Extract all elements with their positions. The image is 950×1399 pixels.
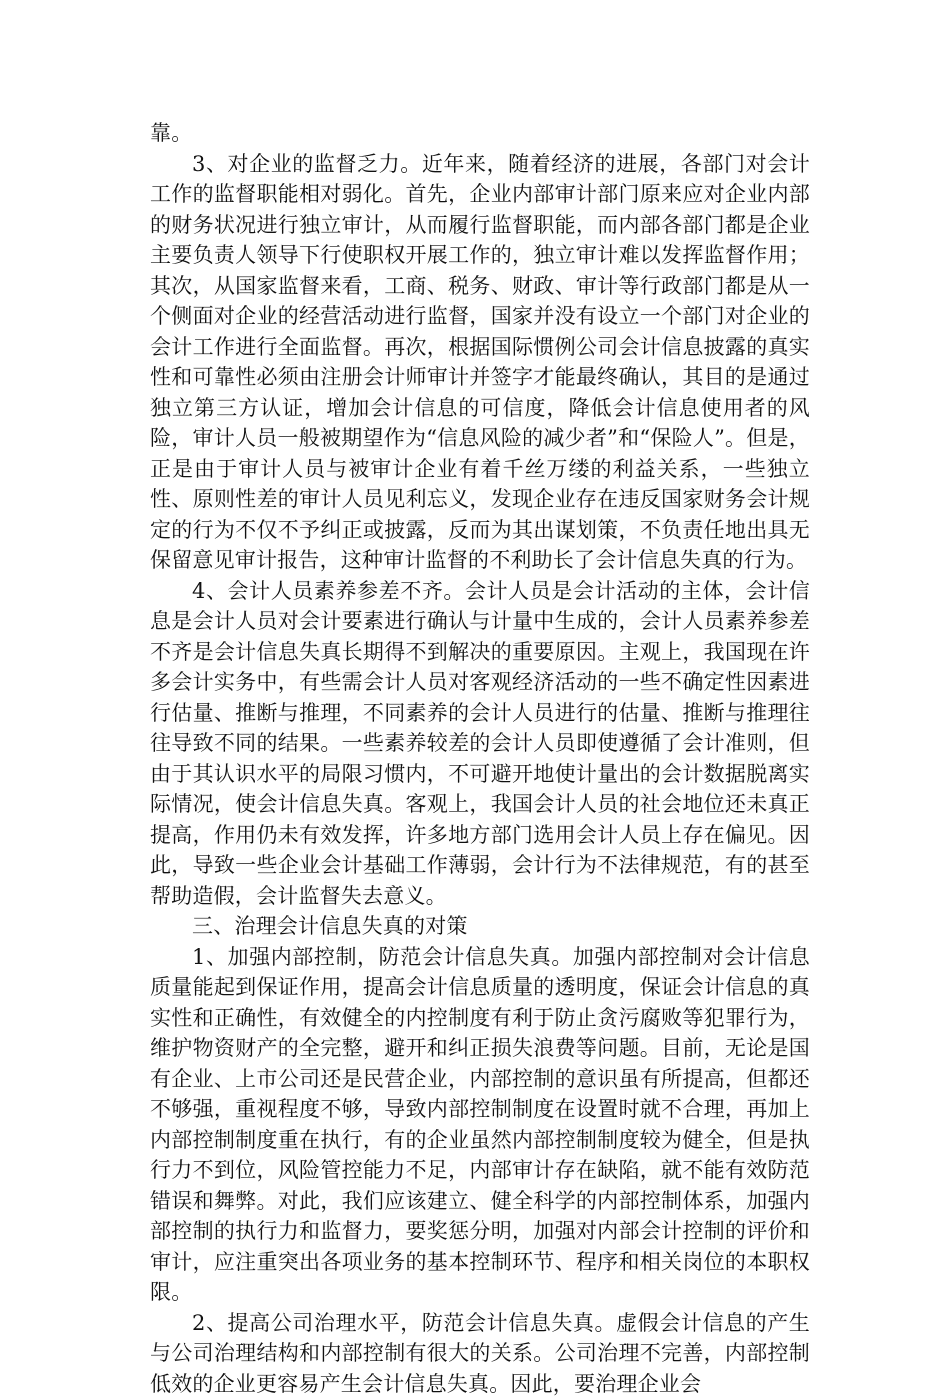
section-heading-countermeasures: 三、治理会计信息失真的对策 (150, 911, 810, 942)
document-body (150, 118, 810, 1399)
paragraph-supervision-weak: 3、对企业的监督乏力。近年来，随着经济的进展，各部门对会计工作的监督职能相对弱化。首先，企业内部审计部门原来应对企业内部的财务状况进行独立审计，从而履行监督职能，而内部各部门都是企业主要负责人领导下行使职权开展工作的，独立审计难以发挥监督作用；其次，从国家监督来看，工商、税务、财政、审计等行政部门都是从一个侧面对企业的经营活动进行监督，国家并没有设立一个部门对企业的会计工作进行全面监督。再次，根据国际惯例公司会计信息披露的真实性和可靠性必须由注册会计师审计并签字才能最终确认，其目的是通过独立第三方认证，增加会计信息的可信度，降低会计信息使用者的风险，审计人员一般被期望作为“信息风险的减少者”和“保险人”。但是，正是由于审计人员与被审计企业有着千丝万缕的利益关系，一些独立性、原则性差的审计人员见利忘义，发现企业存在违反国家财务会计规定的行为不仅不予纠正或披露，反而为其出谋划策，不负责任地出具无保留意见审计报告，这种审计监督的不利助长了会计信息失真的行为。 (150, 149, 810, 576)
paragraph-internal-control: 1、加强内部控制，防范会计信息失真。加强内部控制对会计信息质量能起到保证作用，提高会计信息质量的透明度，保证会计信息的真实性和正确性，有效健全的内控制度有利于防止贪污腐败等犯罪行为，维护物资财产的全完整，避开和纠正损失浪费等问题。目前，无论是国有企业、上市公司还是民营企业，内部控制的意识虽有所提高，但都还不够强，重视程度不够，导致内部控制制度在设置时就不合理，再加上内部控制制度重在执行，有的企业虽然内部控制制度较为健全，但是执行力不到位，风险管控能力不足，内部审计存在缺陷，就不能有效防范错误和舞弊。对此，我们应该建立、健全科学的内部控制体系，加强内部控制的执行力和监督力，要奖惩分明，加强对内部会计控制的评价和审计，应注重突出各项业务的基本控制环节、程序和相关岗位的本职权限。 (150, 942, 810, 1308)
paragraph-corporate-governance: 2、提高公司治理水平，防范会计信息失真。虚假会计信息的产生与公司治理结构和内部控制有很大的关系。公司治理不完善，内部控制低效的企业更容易产生会计信息失真。因此，要治理企业会 (150, 1308, 810, 1399)
paragraph-staff-quality: 4、会计人员素养参差不齐。会计人员是会计活动的主体，会计信息是会计人员对会计要素进行确认与计量中生成的，会计人员素养参差不齐是会计信息失真长期得不到解决的重要原因。主观上，我国现在许多会计实务中，有些需会计人员对客观经济活动的一些不确定性因素进行估量、推断与推理，不同素养的会计人员进行的估量、推断与推理往往导致不同的结果。一些素养较差的会计人员即使遵循了会计准则，但由于其认识水平的局限习惯内，不可避开地使计量出的会计数据脱离实际情况，使会计信息失真。客观上，我国会计人员的社会地位还未真正提高，作用仍未有效发挥，许多地方部门选用会计人员上存在偏见。因此，导致一些企业会计基础工作薄弱，会计行为不法律规范，有的甚至帮助造假，会计监督失去意义。 (150, 576, 810, 912)
paragraph-continuation: 靠。 (150, 118, 810, 149)
